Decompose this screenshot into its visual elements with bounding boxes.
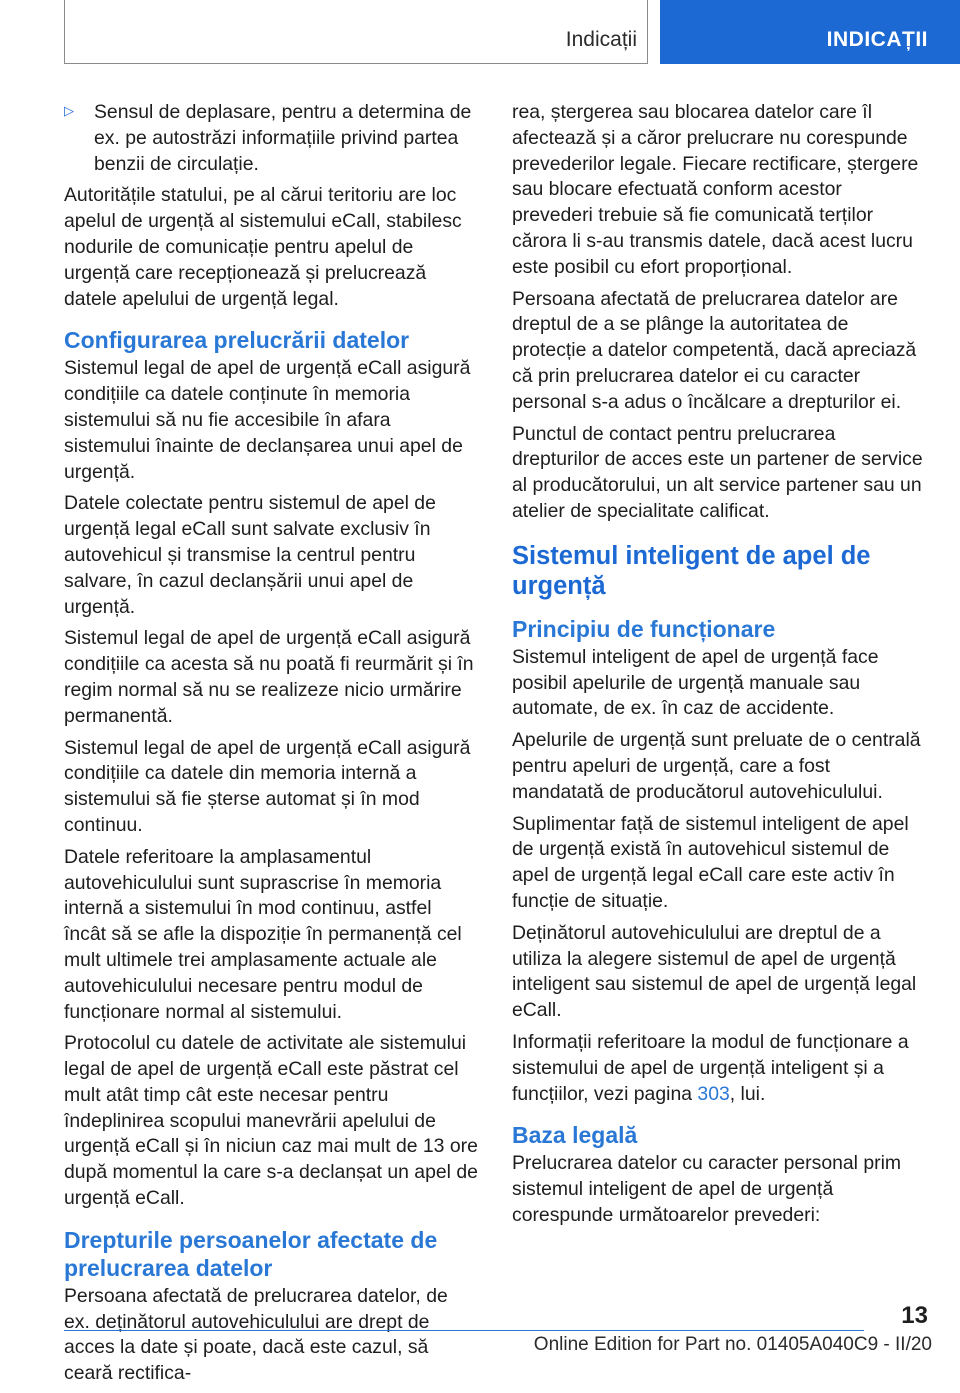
paragraph: Sistemul inteligent de apel de urgență face posibil apelurile de urgență manuale sau automate, de ex. în caz de accidente. (512, 645, 879, 720)
left-column (64, 100, 478, 1393)
footer-edition: Online Edition for Part no. 01405A040C9 - II/20 (533, 1334, 932, 1355)
paragraph: Suplimentar față de sistemul inteligent de apel de urgență există în autovehicul sistemul de apel de urgență legal eCall care este activ în funcție de situație. (512, 812, 909, 912)
paragraph: Autoritățile statului, pe al cărui teritoriu are loc apelul de urgență al sistemului eCall, stabilesc nodurile de comunicație pentru apelul de urgență care recepționează și prelucrează datele apelului de urgență legal. (64, 184, 462, 310)
triangle-right-icon: ▷ (64, 103, 74, 118)
paragraph: Sistemul legal de apel de urgență eCall asigură condițiile ca datele din memoria internă a sistemului să fie șterse automat și în mod continuu. (64, 736, 471, 836)
paragraph: Persoana afectată de prelucrarea datelor, de ex. deținătorul autovehiculului are drept de acces la date și poate, dacă este cazul, să ceară rectifica- (64, 1284, 448, 1385)
header-section-box (64, 0, 648, 64)
paragraph: Sistemul legal de apel de urgență eCall asigură condițiile ca acesta să nu poată fi reurmărit și în regim normal să nu se realizeze nicio urmărire permanentă. (64, 627, 474, 727)
heading-config: Configurarea prelucrării datelor (64, 327, 410, 354)
heading-intelligent-system: Sistemul inteligent de apel de urgență (512, 541, 871, 600)
bullet-item (64, 100, 478, 177)
paragraph: Datele colectate pentru sistemul de apel de urgență legal eCall sunt salvate exclusiv în autovehicul și transmise la centrul pentru salvare, în cazul declanșării unui apel de urgență. (64, 492, 436, 618)
paragraph: Prelucrarea datelor cu caracter personal prim sistemul inteligent de apel de urgență corespunde următoarelor prevederi: (512, 1152, 902, 1226)
paragraph: Apelurile de urgență sunt preluate de o centrală pentru apeluri de urgență, care a fost mandatată de producătorul autovehiculului. (512, 729, 921, 803)
paragraph: Persoana afectată de prelucrarea datelor are dreptul de a se plânge la autoritatea de protecție a datelor competentă, dacă apreciază că prin prelucrarea datelor ei cu caracter personal s-a adus o încălcare a drepturilor ei. (512, 287, 917, 413)
paragraph: Sistemul legal de apel de urgență eCall asigură condițiile ca datele conținute în memoria sistemului să nu fie accesibile în afara sistemului înainte de declanșarea unui apel de urgență. (64, 357, 471, 483)
header-chapter-label: INDICAȚII (826, 28, 928, 51)
paragraph: rea, ștergerea sau blocarea datelor care îl afectează și a căror prelucrare nu corespunde prevederilor legale. Fiecare rectificare, ștergere sau blocare efectuată conform acestor prevederi trebuie să fie comunicată terților cărora li s-au transmis datele, dacă acest lucru este posibil cu efort proporțional. (512, 101, 919, 278)
paragraph: Punctul de contact pentru prelucrarea drepturilor de acces este un partener de service al producătorului, un alt service partener sau un atelier de specialitate calificat. (512, 422, 923, 522)
page-reference-link[interactable]: 303 (697, 1082, 730, 1105)
right-column (512, 100, 926, 1235)
heading-rights: Drepturile persoanelor afectate de prelucrarea datelor (64, 1226, 438, 1281)
header-chapter-tab (660, 0, 960, 64)
paragraph-text: Informații referitoare la modul de funcționare a sistemului de apel de urgență inteligent și a funcțiilor, vezi pagina (512, 1030, 909, 1105)
paragraph: Deținătorul autovehiculului are dreptul de a utiliza la alegere sistemul de apel de urgență inteligent sau sistemul de apel de urgență legal eCall. (512, 921, 917, 1022)
paragraph-text: , lui. (729, 1082, 766, 1105)
paragraph-with-link (512, 1030, 926, 1107)
heading-legal-basis: Baza legală (512, 1122, 638, 1149)
header-section-label: Indicații (565, 28, 637, 51)
footer-divider (64, 1330, 864, 1331)
paragraph: Datele referitoare la amplasamentul autovehiculului sunt suprascrise în memoria internă a sistemului în mod continuu, astfel încât să se afle la dispoziție în permanență cel mult ultimele trei amplasamente actuale ale autovehiculului necesare pentru modul de funcționare normal al sistemului. (64, 845, 462, 1023)
paragraph: Protocolul cu datele de activitate ale sistemului legal de apel de urgență eCall este păstrat cel mult atât timp cât este necesar pentru îndeplinirea scopului manevrării apelului de urgență eCall și în niciun caz mai mult de 13 ore după momentul la care s-a declanșat un apel de urgență eCall. (64, 1032, 478, 1210)
bullet-text: Sensul de deplasare, pentru a determina de ex. pe autostrăzi informațiile privind partea benzii de circulație. (94, 101, 472, 175)
page-number: 13 (901, 1302, 928, 1329)
heading-principle: Principiu de funcționare (512, 615, 776, 642)
